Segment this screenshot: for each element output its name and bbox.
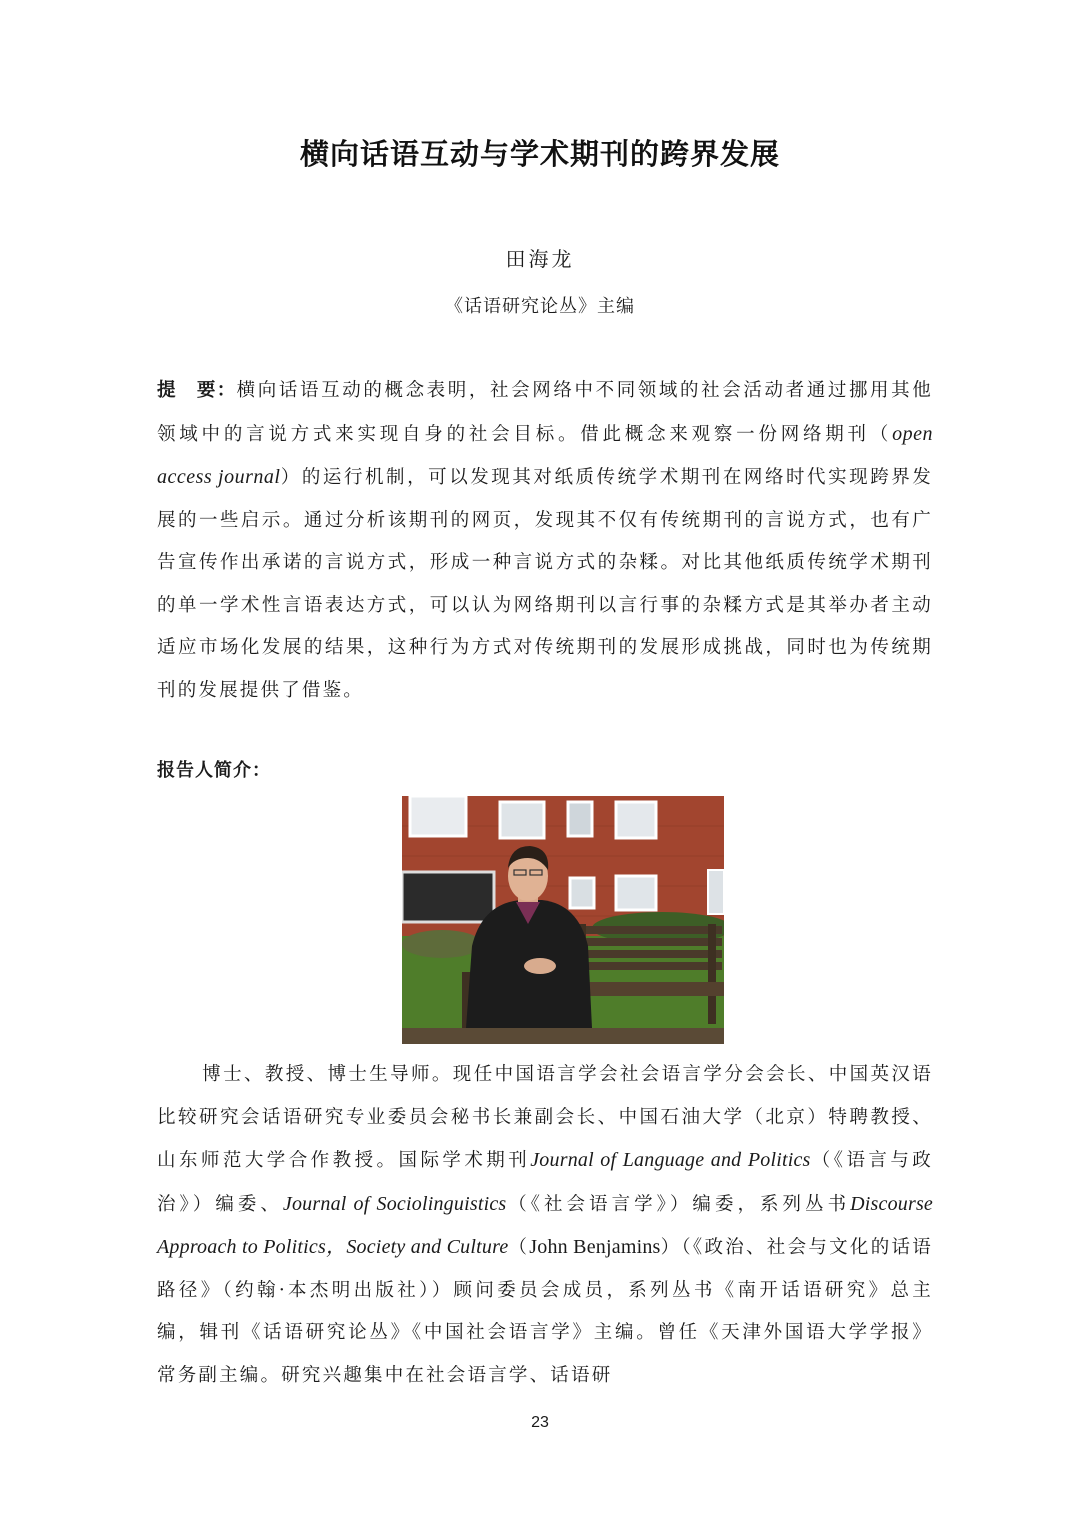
- abstract-paragraph: [157, 370, 933, 712]
- bio-text-2: （《语言与政治》）编委、: [157, 1150, 934, 1215]
- bio-heading: 报告人简介：: [157, 760, 271, 781]
- portrait-photo-icon: [402, 796, 724, 1044]
- abstract-english-term: open access journal: [157, 422, 933, 488]
- bio-journal-sociolinguistics: Journal of Sociolinguistics: [282, 1192, 507, 1215]
- bio-series-title: Discourse Approach to Politics，Society and Culture: [157, 1192, 934, 1258]
- abstract-text-1: 横向话语互动的概念表明，社会网络中不同领域的社会活动者通过挪用其他领域中的言说方式来实现自身的社会目标。借此概念来观察一份网络期刊（: [157, 380, 933, 445]
- abstract-label: 提 要：: [157, 380, 237, 401]
- page-title: 横向话语互动与学术期刊的跨界发展: [299, 137, 780, 171]
- author-affiliation: 《话语研究论丛》主编: [445, 296, 635, 317]
- author-name: 田海龙: [505, 247, 575, 271]
- bio-publisher: John Benjamins: [529, 1236, 661, 1258]
- abstract-text-2: ）的运行机制，可以发现其对纸质传统学术期刊在网络时代实现跨界发展的一些启示。通过分析该期刊的网页，发现其不仅有传统期刊的言说方式，也有广告宣传作出承诺的言说方式，形成一种言说方式的杂糅。对比其他纸质传统学术期刊的单一学术性言语表达方式，可以认为网络期刊以言行事的杂糅方式是其举办者主动适应市场化发展的结果，这种行为方式对传统期刊的发展形成挑战，同时也为传统期刊的发展提供了借鉴。: [157, 467, 934, 701]
- bio-text-4: （: [508, 1237, 530, 1258]
- bio-text-5: ）（《政治、社会与文化的话语路径》（约翰·本杰明出版社））顾问委员会成员，系列丛书《南开话语研究》总主编，辑刊《话语研究论丛》《中国社会语言学》主编。曾任《天津外国语大学学报》常务副主编。研究兴趣集中在社会语言学、话语研: [157, 1237, 933, 1386]
- bio-paragraph: [157, 1054, 933, 1397]
- bio-text-3: （《社会语言学》）编委，系列丛书: [506, 1193, 851, 1215]
- bio-text-1: 博士、教授、博士生导师。现任中国语言学会社会语言学分会会长、中国英汉语比较研究会话语研究专业委员会秘书长兼副会长、中国石油大学（北京）特聘教授、山东师范大学合作教授。国际学术期刊: [157, 1064, 933, 1171]
- page-number: 23: [531, 1414, 549, 1431]
- portrait-photo: [402, 796, 724, 1044]
- bio-journal-language-politics: Journal of Language and Politics: [530, 1149, 811, 1171]
